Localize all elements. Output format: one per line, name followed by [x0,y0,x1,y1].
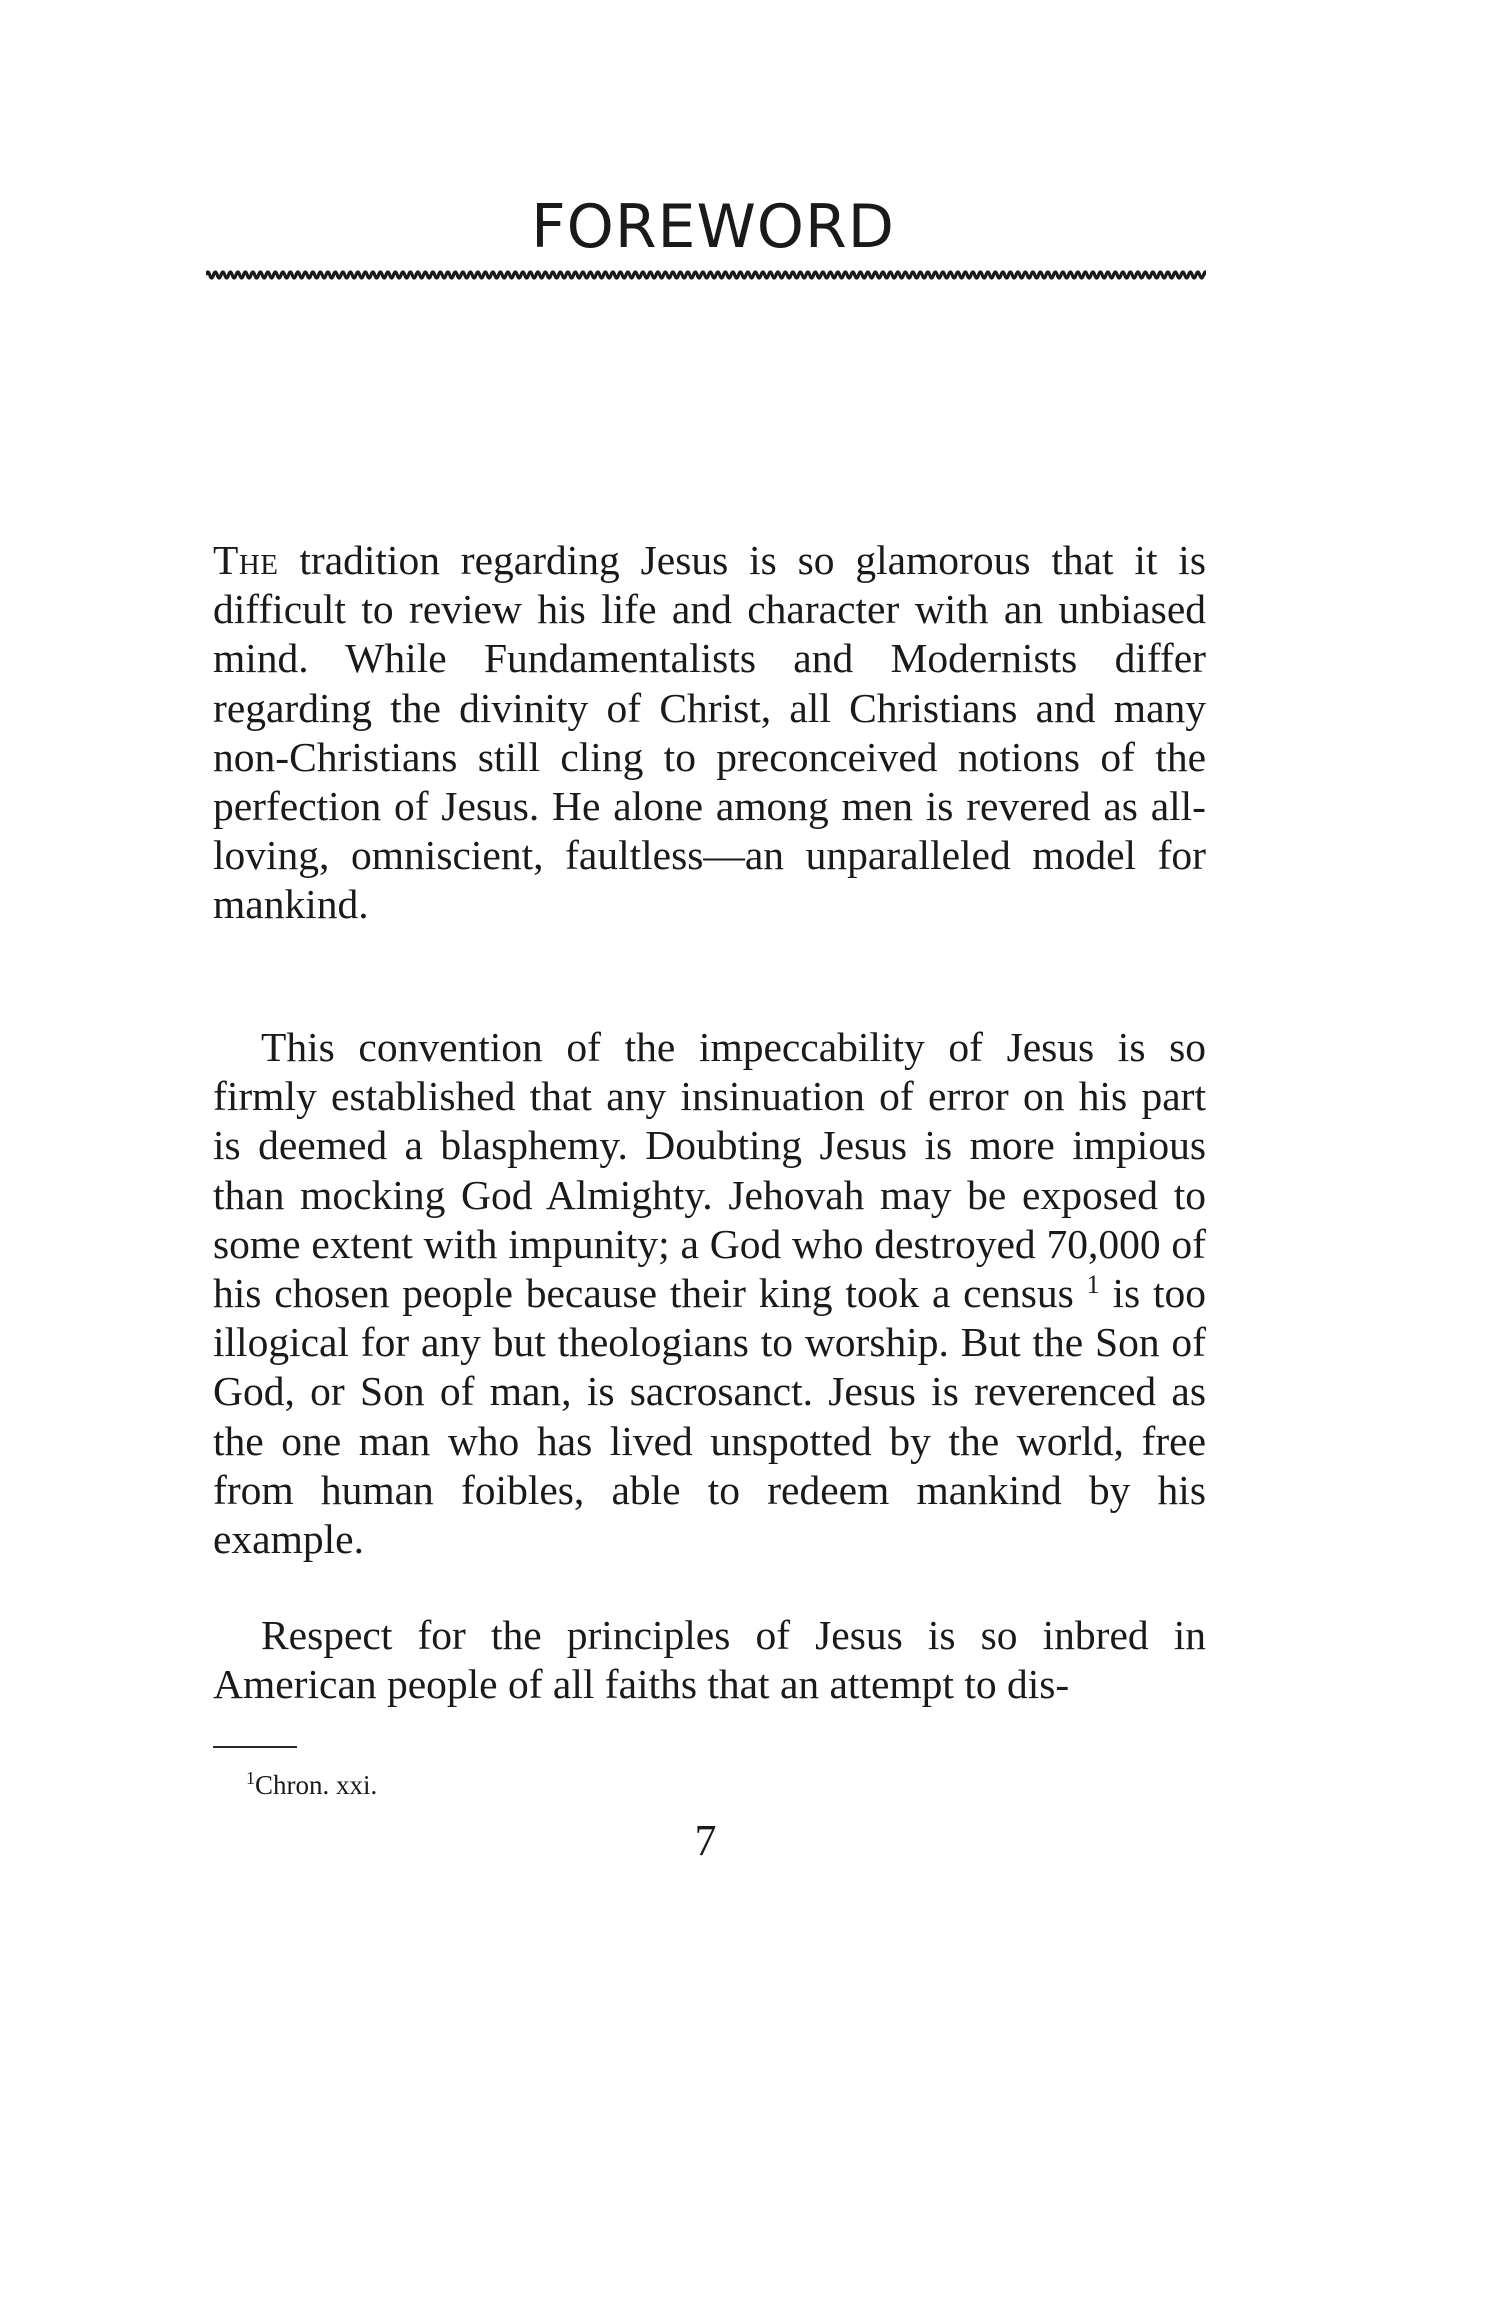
paragraph-2-text-b: is too illogical for any but theologians to worship. But the Son of God, or Son of man, is sacrosanct. Jesus is reverenced as the one man who has lived unspotted by the world, free from human foibles, able to redeem mankind by his example. [213,1270,1206,1563]
paragraph-3-text: Respect for the principles of Jesus is so inbred in American people of all faiths that an attempt to dis- [213,1612,1206,1708]
footnote [246,1770,377,1801]
footnote-reference[interactable]: 1 [1086,1270,1100,1300]
footnote-divider [213,1746,297,1748]
paragraph-1-first-word: The [213,537,279,583]
paragraph-2-text-a: This convention of the impeccability of Jesus is so firmly established that any insinuation of error on his part is deemed a blasphemy. Doubting Jesus is more impious than mocking God Almighty. Jehovah may be exposed to some extent with impunity; a God who destroyed 70,000 of his chosen people because their king took a census [213,1024,1206,1317]
footnote-marker: 1 [246,1768,255,1788]
paragraph-2 [213,1023,1206,1564]
page-number: 7 [694,1816,717,1865]
paragraph-1-text: tradition regarding Jesus is so glamorous that it is difficult to review his life and character with an unbiased mind. While Fundamentalists and Modernists differ regarding the divinity of Christ, all Christians and many non-Christians still cling to preconceived notions of the perfection of Jesus. He alone among men is revered as all-loving, omniscient, faultless—an unparalleled model for mankind. [213,537,1206,928]
page-title: FOREWORD [531,192,895,262]
paragraph-1 [213,536,1206,930]
ornamental-rule [206,268,1206,282]
paragraph-3 [213,1611,1206,1709]
footnote-text: Chron. xxi. [255,1770,378,1800]
